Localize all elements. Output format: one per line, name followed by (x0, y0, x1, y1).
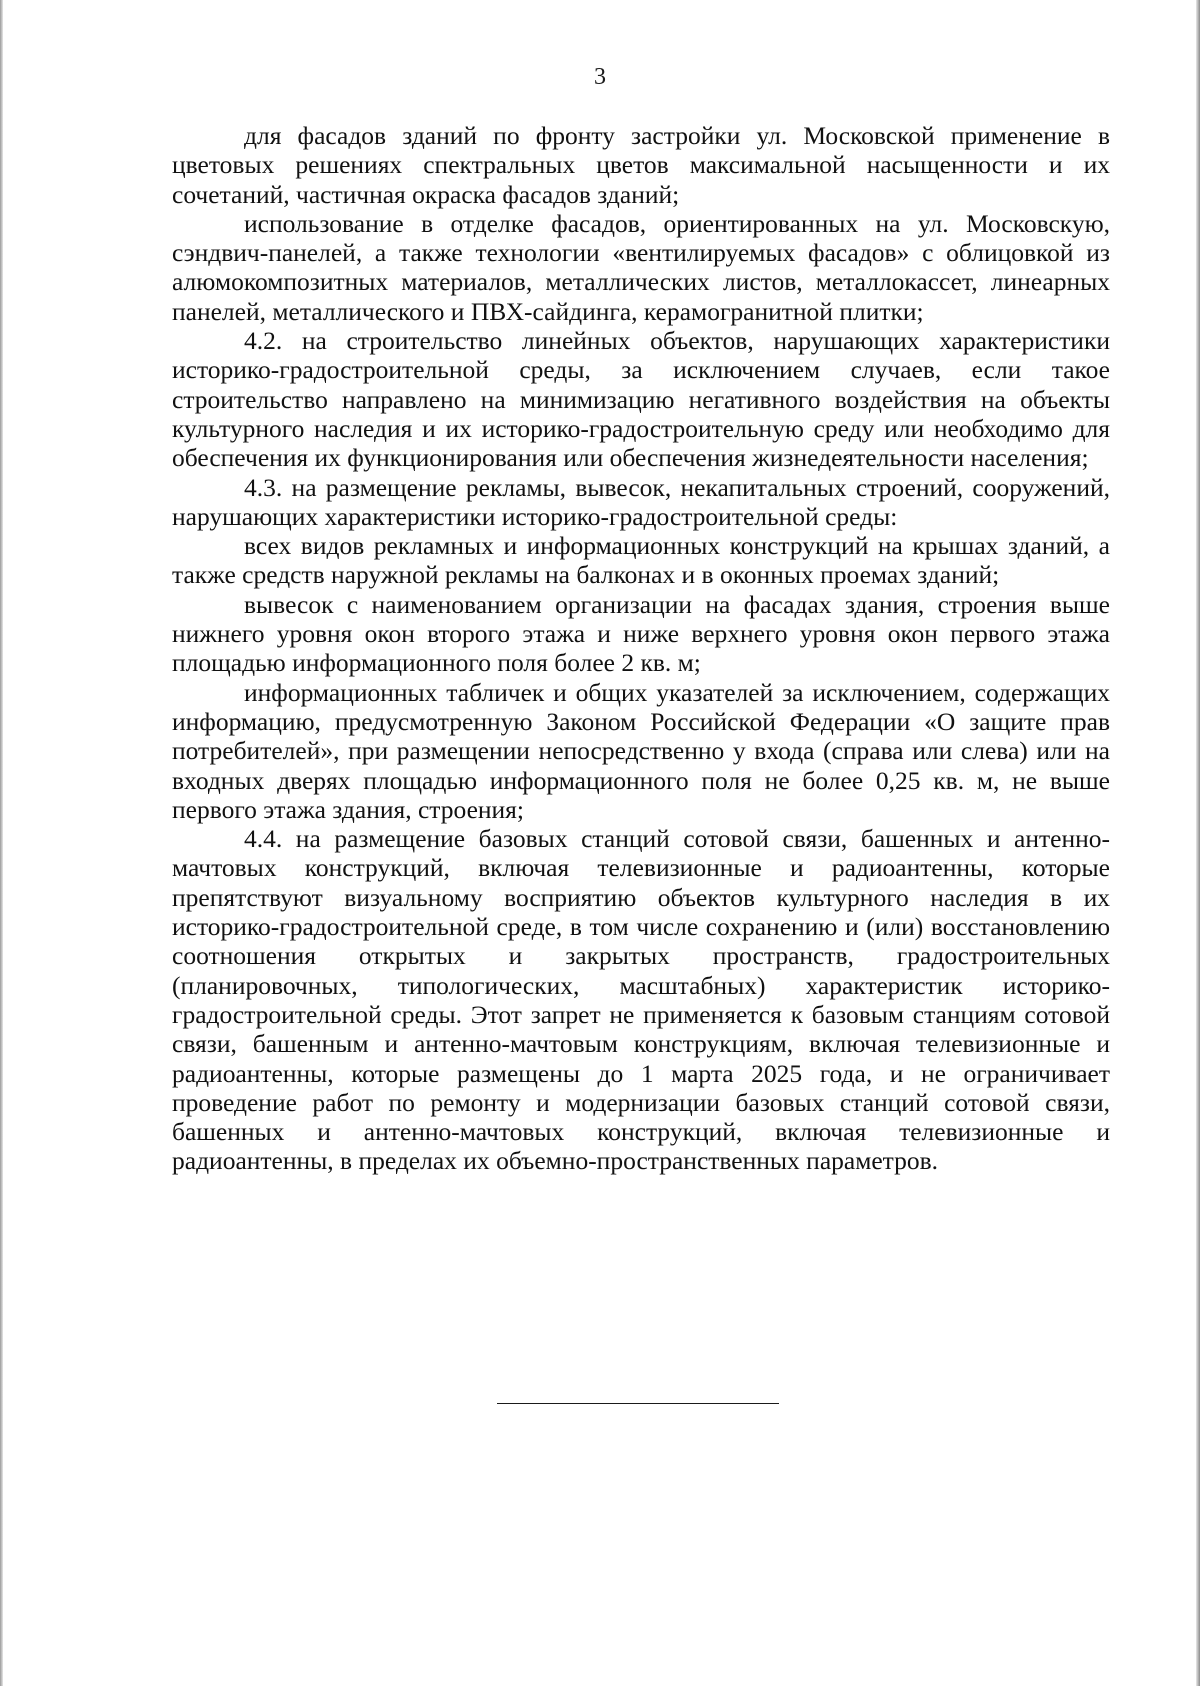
paragraph-signboards: вывесок с наименованием организации на фасадах здания, строения выше нижнего уровня окон второго этажа и ниже верхнего уровня окон первого этажа площадью информационного поля более 2 кв. м; (172, 589, 1110, 678)
paragraph-info-plates: информационных табличек и общих указателей за исключением, содержащих информацию, предусмотренную Законом Российской Федерации «О защите прав потребителей», при размещении непосредственно у входа (справа или слева) или на входных дверях площадью информационного поля не более 0,25 кв. м, не выше первого этажа здания, строения; (172, 677, 1110, 824)
paragraph-4-3-advertising: 4.3. на размещение рекламы, вывесок, некапитальных строений, сооружений, нарушающих характеристики историко-градостроительной среды: (172, 472, 1110, 531)
scan-edge-right (1196, 0, 1200, 1686)
page-number: 3 (594, 64, 606, 90)
scan-edge-left (0, 0, 3, 1686)
paragraph-4-2-linear-objects: 4.2. на строительство линейных объектов, нарушающих характеристики историко-градостроительной среды, за исключением случаев, если такое строительство направлено на минимизацию негативного воздействия на объекты культурного наследия и их историко-градостроительную среду или необходимо для обеспечения их функционирования или обеспечения жизнедеятельности населения; (172, 326, 1110, 473)
paragraph-4-4-base-stations: 4.4. на размещение базовых станций сотовой связи, башенных и антенно-мачтовых конструкций, включая телевизионные и радиоантенны, которые препятствуют визуальному восприятию объектов культурного наследия в их историко-градостроительной среде, в том числе сохранению и (или) восстановлению соотношения открытых и закрытых пространств, градостроительных (планировочных, типологических, масштабных) характеристик историко-градостроительной среды. Этот запрет не применяется к базовым станциям сотовой связи, башенным и антенно-мачтовым конструкциям, включая телевизионные и радиоантенны, которые размещены до 1 марта 2025 года, и не ограничивает проведение работ по ремонту и модернизации базовых станций сотовой связи, башенных и антенно-мачтовых конструкций, включая телевизионные и радиоантенны, в пределах их объемно-пространственных параметров. (172, 824, 1110, 1176)
paragraph-roof-advertising: всех видов рекламных и информационных конструкций на крышах зданий, а также средств наружной рекламы на балконах и в оконных проемах зданий; (172, 531, 1110, 590)
paragraph-facade-colors: для фасадов зданий по фронту застройки ул. Московской применение в цветовых решениях спектральных цветов максимальной насыщенности и их сочетаний, частичная окраска фасадов зданий; (172, 121, 1110, 209)
paragraph-facade-materials: использование в отделке фасадов, ориентированных на ул. Московскую, сэндвич-панелей, а также технологии «вентилируемых фасадов» с облицовкой из алюмокомпозитных материалов, металлических листов, металлокассет, линеарных панелей, металлического и ПВХ-сайдинга, керамогранитной плитки; (172, 208, 1110, 326)
end-of-document-rule (497, 1403, 779, 1404)
document-body (172, 121, 1110, 1176)
